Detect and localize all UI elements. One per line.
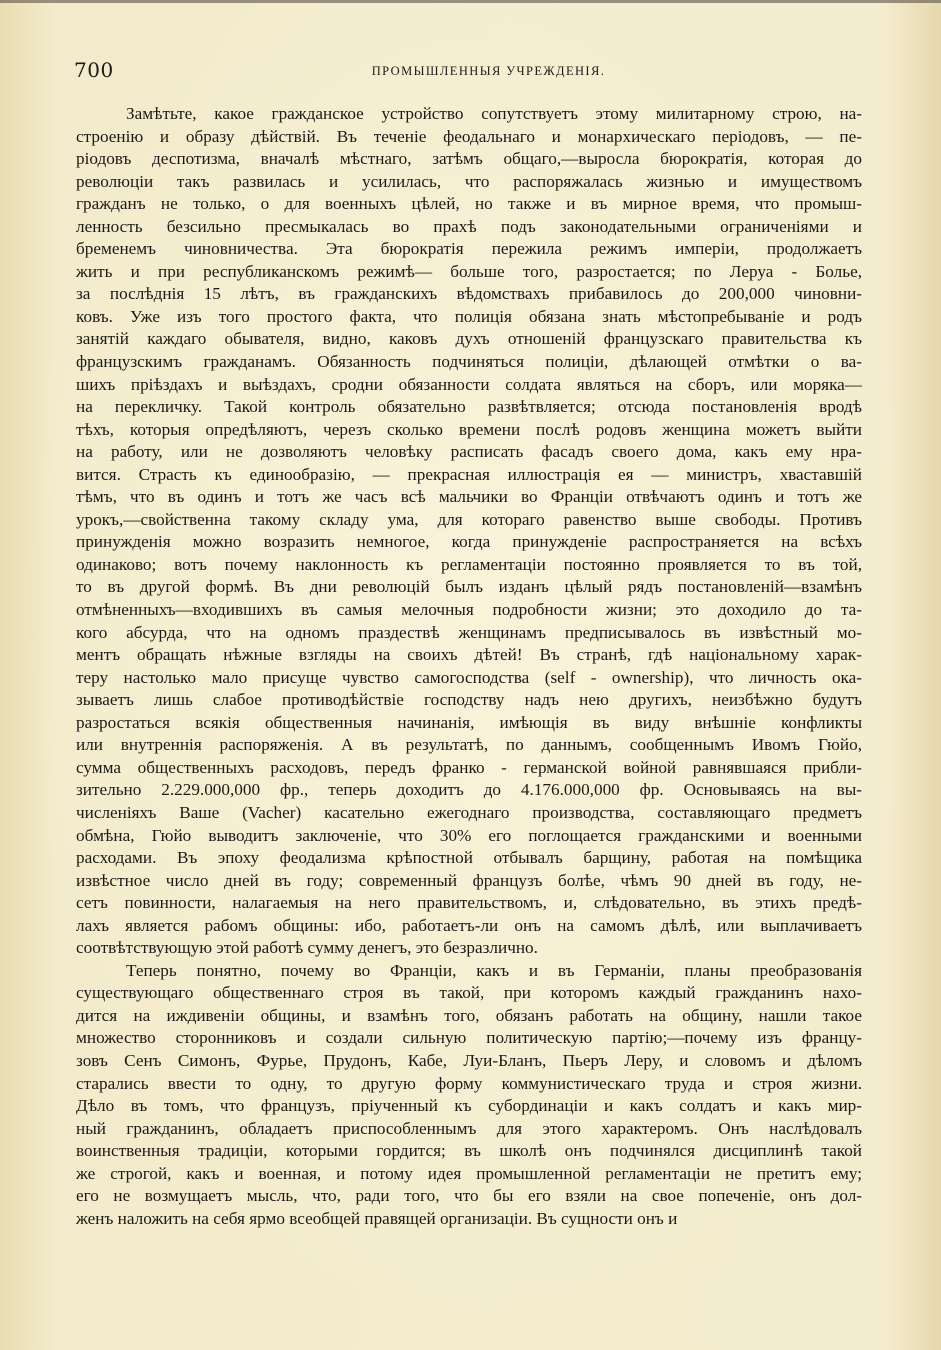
- text-line: Дѣло въ томъ, что французъ, пріученный къ субординаціи и какъ солдатъ и какъ мир-: [76, 1096, 862, 1116]
- text-line: извѣстное число дней въ году; современный французъ болѣе, чѣмъ 90 дней въ году, не-: [76, 870, 862, 890]
- page-number: 700: [74, 58, 114, 82]
- text-line: зительно 2.229.000,000 фр., теперь доходитъ до 4.176.000,000 фр. Основываясь на вы-: [76, 780, 862, 800]
- text-line: строенію и образу дѣйствій. Въ теченіе феодальнаго и монархическаго періодовъ, — пе-: [76, 126, 862, 146]
- page-header: [74, 58, 863, 86]
- text-line: тѣхъ, которыя опредѣляютъ, черезъ сколько времени послѣ родовъ женщина можетъ выйти: [76, 419, 862, 439]
- text-line: зовъ Сенъ Симонъ, Фурье, Прудонъ, Кабе, Луи-Бланъ, Пьеръ Леру, и словомъ и дѣломъ: [76, 1050, 862, 1070]
- text-line: принужденія можно возразить немногое, когда принужденіе распространяется на всѣхъ: [76, 532, 862, 552]
- text-line: кого абсурда, что на одномъ праздествѣ женщинамъ предписывалось въ извѣстный мо-: [76, 622, 862, 642]
- text-line: дится на иждивеніи общины, и взамѣнъ того, обязанъ работать на общину, нашли такое: [76, 1005, 862, 1025]
- text-line: революціи такъ развилась и усилилась, что распоряжалась жизнью и имуществомъ: [76, 171, 862, 191]
- text-line: зываетъ лишь слабое противодѣйствіе господству надъ нею другихъ, неизбѣжно будутъ: [76, 690, 862, 710]
- text-line: его не возмущаетъ мысль, что, ради того, что бы его взяли на свое попеченіе, онъ дол-: [76, 1186, 862, 1206]
- page-top-edge: [0, 0, 941, 3]
- text-line: Замѣтьте, какое гражданское устройство сопутствуетъ этому милитарному строю, на-: [126, 104, 862, 123]
- text-line: обмѣна, Гюйо выводитъ заключеніе, что 30% его поглощается гражданскими и военными: [76, 825, 862, 845]
- text-line: ментъ обращать нѣжные взгляды на своихъ дѣтей! Въ странѣ, гдѣ національному харак-: [76, 645, 862, 665]
- paragraph-2: [76, 960, 862, 1231]
- text-line: жить и при республиканскомъ режимѣ— больше того, разростается; по Леруа - Болье,: [76, 261, 862, 281]
- running-title: ПРОМЫШЛЕННЫЯ УЧРЕЖДЕНІЯ.: [371, 64, 606, 78]
- text-line: бременемъ чиновничества. Эта бюрократія пережила режимъ имперіи, продолжаетъ: [76, 239, 862, 259]
- text-line: сумма общественныхъ расходовъ, передъ франко - германской войной равнявшаяся прибли-: [76, 757, 862, 777]
- text-line: расходами. Въ эпоху феодализма крѣпостной отбывалъ барщину, работая на помѣщика: [76, 848, 862, 868]
- body-text: [76, 103, 862, 1230]
- text-line: то въ другой формѣ. Въ дни революцій былъ изданъ цѣлый рядъ постановленій—взамѣнъ: [76, 577, 862, 597]
- text-line: на работу, или не дозволяютъ человѣку расписать фасадъ своего дома, какъ ему нра-: [76, 442, 862, 462]
- text-line: разростаться всякія общественныя начинанія, имѣющія въ виду внѣшніе конфликты: [76, 712, 862, 732]
- text-line: существующаго общественнаго строя въ такой, при которомъ каждый гражданинъ нахо-: [76, 983, 862, 1003]
- text-line: ный гражданинъ, обладаетъ приспособленнымъ для этого характеромъ. Онъ наслѣдовалъ: [76, 1118, 862, 1138]
- text-line: ленность безсильно пресмыкалась во прахѣ подъ законодательными ограниченіями и: [76, 216, 862, 236]
- text-line: за послѣднія 15 лѣтъ, въ гражданскихъ вѣдомствахъ прибавилось до 200,000 чиновни-: [76, 284, 862, 304]
- text-line: шихъ пріѣздахъ и выѣздахъ, сродни обязанности солдата являться на сборъ, или моряка—: [76, 374, 862, 394]
- text-line: отмѣненныхъ—входившихъ въ самыя мелочныя подробности жизни; это доходило до та-: [76, 600, 862, 620]
- text-line: вится. Страсть къ единообразію, — прекрасная иллюстрація ея — министръ, хваставшій: [76, 464, 862, 484]
- text-line: ковъ. Уже изъ того простого факта, что полиція обязана знать мѣстопребываніе и родъ: [76, 306, 862, 326]
- text-line: или внутреннія распоряженія. А въ результатѣ, по даннымъ, сообщеннымъ Ивомъ Гюйо,: [76, 735, 862, 755]
- text-line: ріодовъ деспотизма, вначалѣ мѣстнаго, затѣмъ общаго,—выросла бюрократія, которая до: [76, 149, 862, 169]
- text-line: тѣмъ, что въ одинъ и тотъ же часъ всѣ мальчики во Франціи отвѣчаютъ одинъ и тотъ же: [76, 487, 862, 507]
- text-line: воинственныя традиціи, которыми гордится; въ школѣ онъ подчинялся дисциплинѣ такой: [76, 1141, 862, 1161]
- paragraph-1: [76, 103, 862, 960]
- text-line: сетъ повинности, налагаемыя на него правительствомъ, и, слѣдовательно, въ этихъ предѣ-: [76, 893, 862, 913]
- text-line: урокъ,—свойственна такому складу ума, для котораго равенство выше свободы. Противъ: [76, 509, 862, 529]
- text-line: на перекличку. Такой контроль обязательно развѣтвляется; отсюда постановленія вродѣ: [76, 397, 862, 417]
- text-line: гражданъ не только, о для военныхъ цѣлей, но также и въ мирное время, что промыш-: [76, 194, 862, 214]
- text-line: женъ наложить на себя ярмо всеобщей правящей организаціи. Въ сущности онъ и: [76, 1208, 678, 1228]
- text-line: старались ввести то одну, то другую форму коммунистическаго труда и строя жизни.: [76, 1073, 862, 1093]
- text-line: лахъ является рабомъ общины: ибо, работаетъ-ли онъ на самомъ дѣлѣ, или выплачиваетъ: [76, 915, 862, 935]
- text-line: численіяхъ Ваше (Vacher) касательно ежегоднаго производства, составляющаго предметъ: [76, 802, 862, 822]
- text-line: французскимъ гражданамъ. Обязанность подчиняться полиціи, дѣлающей отмѣтки о ва-: [76, 352, 862, 372]
- text-line: соотвѣтствующую этой работѣ сумму денегъ, это безразлично.: [76, 938, 538, 958]
- text-line: множество сторонниковъ и создали сильную политическую партію;—почему изъ францу-: [76, 1028, 862, 1048]
- text-line: одинаково; вотъ почему наклонность къ регламентаціи постоянно проявляется то въ той,: [76, 554, 862, 574]
- text-line: же строгой, какъ и военная, и потому идея промышленной регламентаціи не претитъ ему;: [76, 1163, 862, 1183]
- text-line: теру настолько мало присуще чувство самогосподства (self - ownership), что личность ока-: [76, 667, 862, 687]
- text-line: занятій каждаго обывателя, видно, каковъ духъ отношеній французскаго правительства къ: [76, 329, 862, 349]
- text-line: Теперь понятно, почему во Франціи, какъ и въ Германіи, планы преобразованія: [126, 960, 862, 980]
